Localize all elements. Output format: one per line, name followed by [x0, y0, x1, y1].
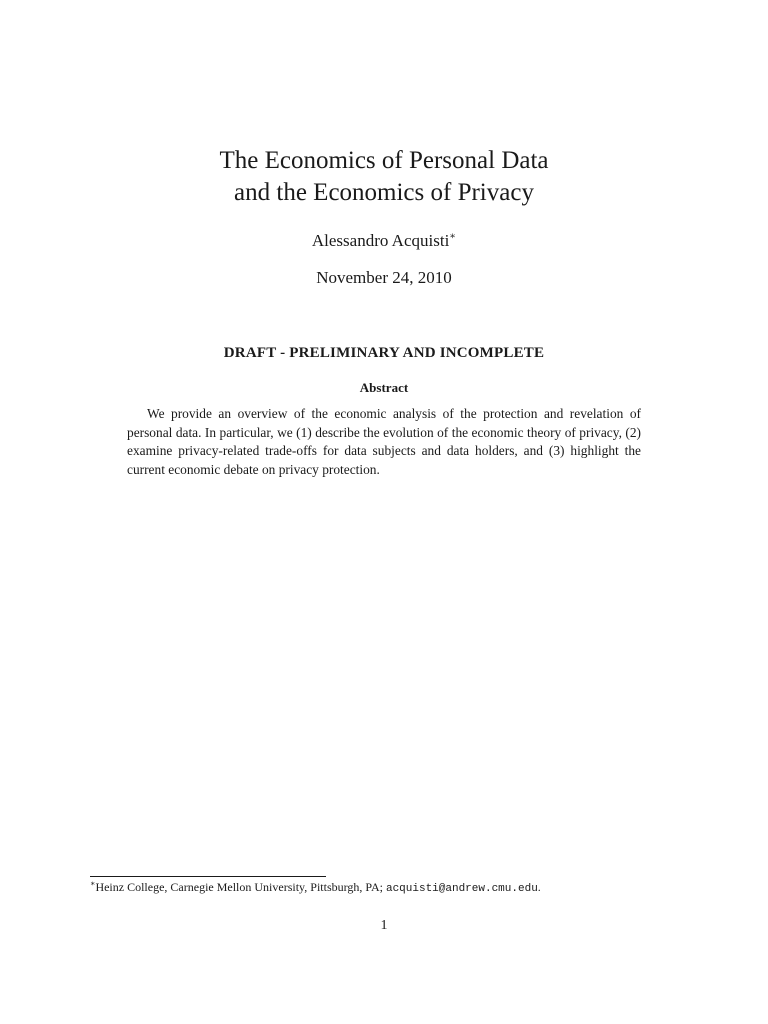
footnote-rule — [90, 876, 326, 877]
footnote-email: acquisti@andrew.cmu.edu — [385, 883, 538, 895]
page-number: 1 — [380, 918, 388, 933]
title-line-1: The Economics of Personal Data — [219, 147, 549, 174]
footnote-affiliation: Heinz College, Carnegie Mellon University, Pittsburgh, PA; — [95, 880, 386, 894]
date: November 24, 2010 — [316, 268, 452, 287]
footnote — [90, 879, 690, 895]
abstract-heading: Abstract — [359, 380, 409, 395]
draft-notice: DRAFT - PRELIMINARY AND INCOMPLETE — [223, 345, 545, 361]
footnote-period: . — [537, 880, 541, 894]
author — [0, 231, 768, 251]
author-footnote-mark: ∗ — [449, 231, 457, 242]
paper-title — [0, 145, 768, 209]
title-line-2: and the Economics of Privacy — [234, 179, 534, 206]
author-name: Alessandro Acquisti — [311, 231, 450, 250]
footnote-mark: ∗ — [90, 879, 96, 888]
abstract-text: We provide an overview of the economic analysis of the protection and revelation of personal data. In particular, we (1) describe the evolution of the economic theory of privacy, (2) examine privacy-related trade-offs for data subjects and data holders, and (3) highlight the current economic debate on privacy protection. — [127, 406, 641, 477]
